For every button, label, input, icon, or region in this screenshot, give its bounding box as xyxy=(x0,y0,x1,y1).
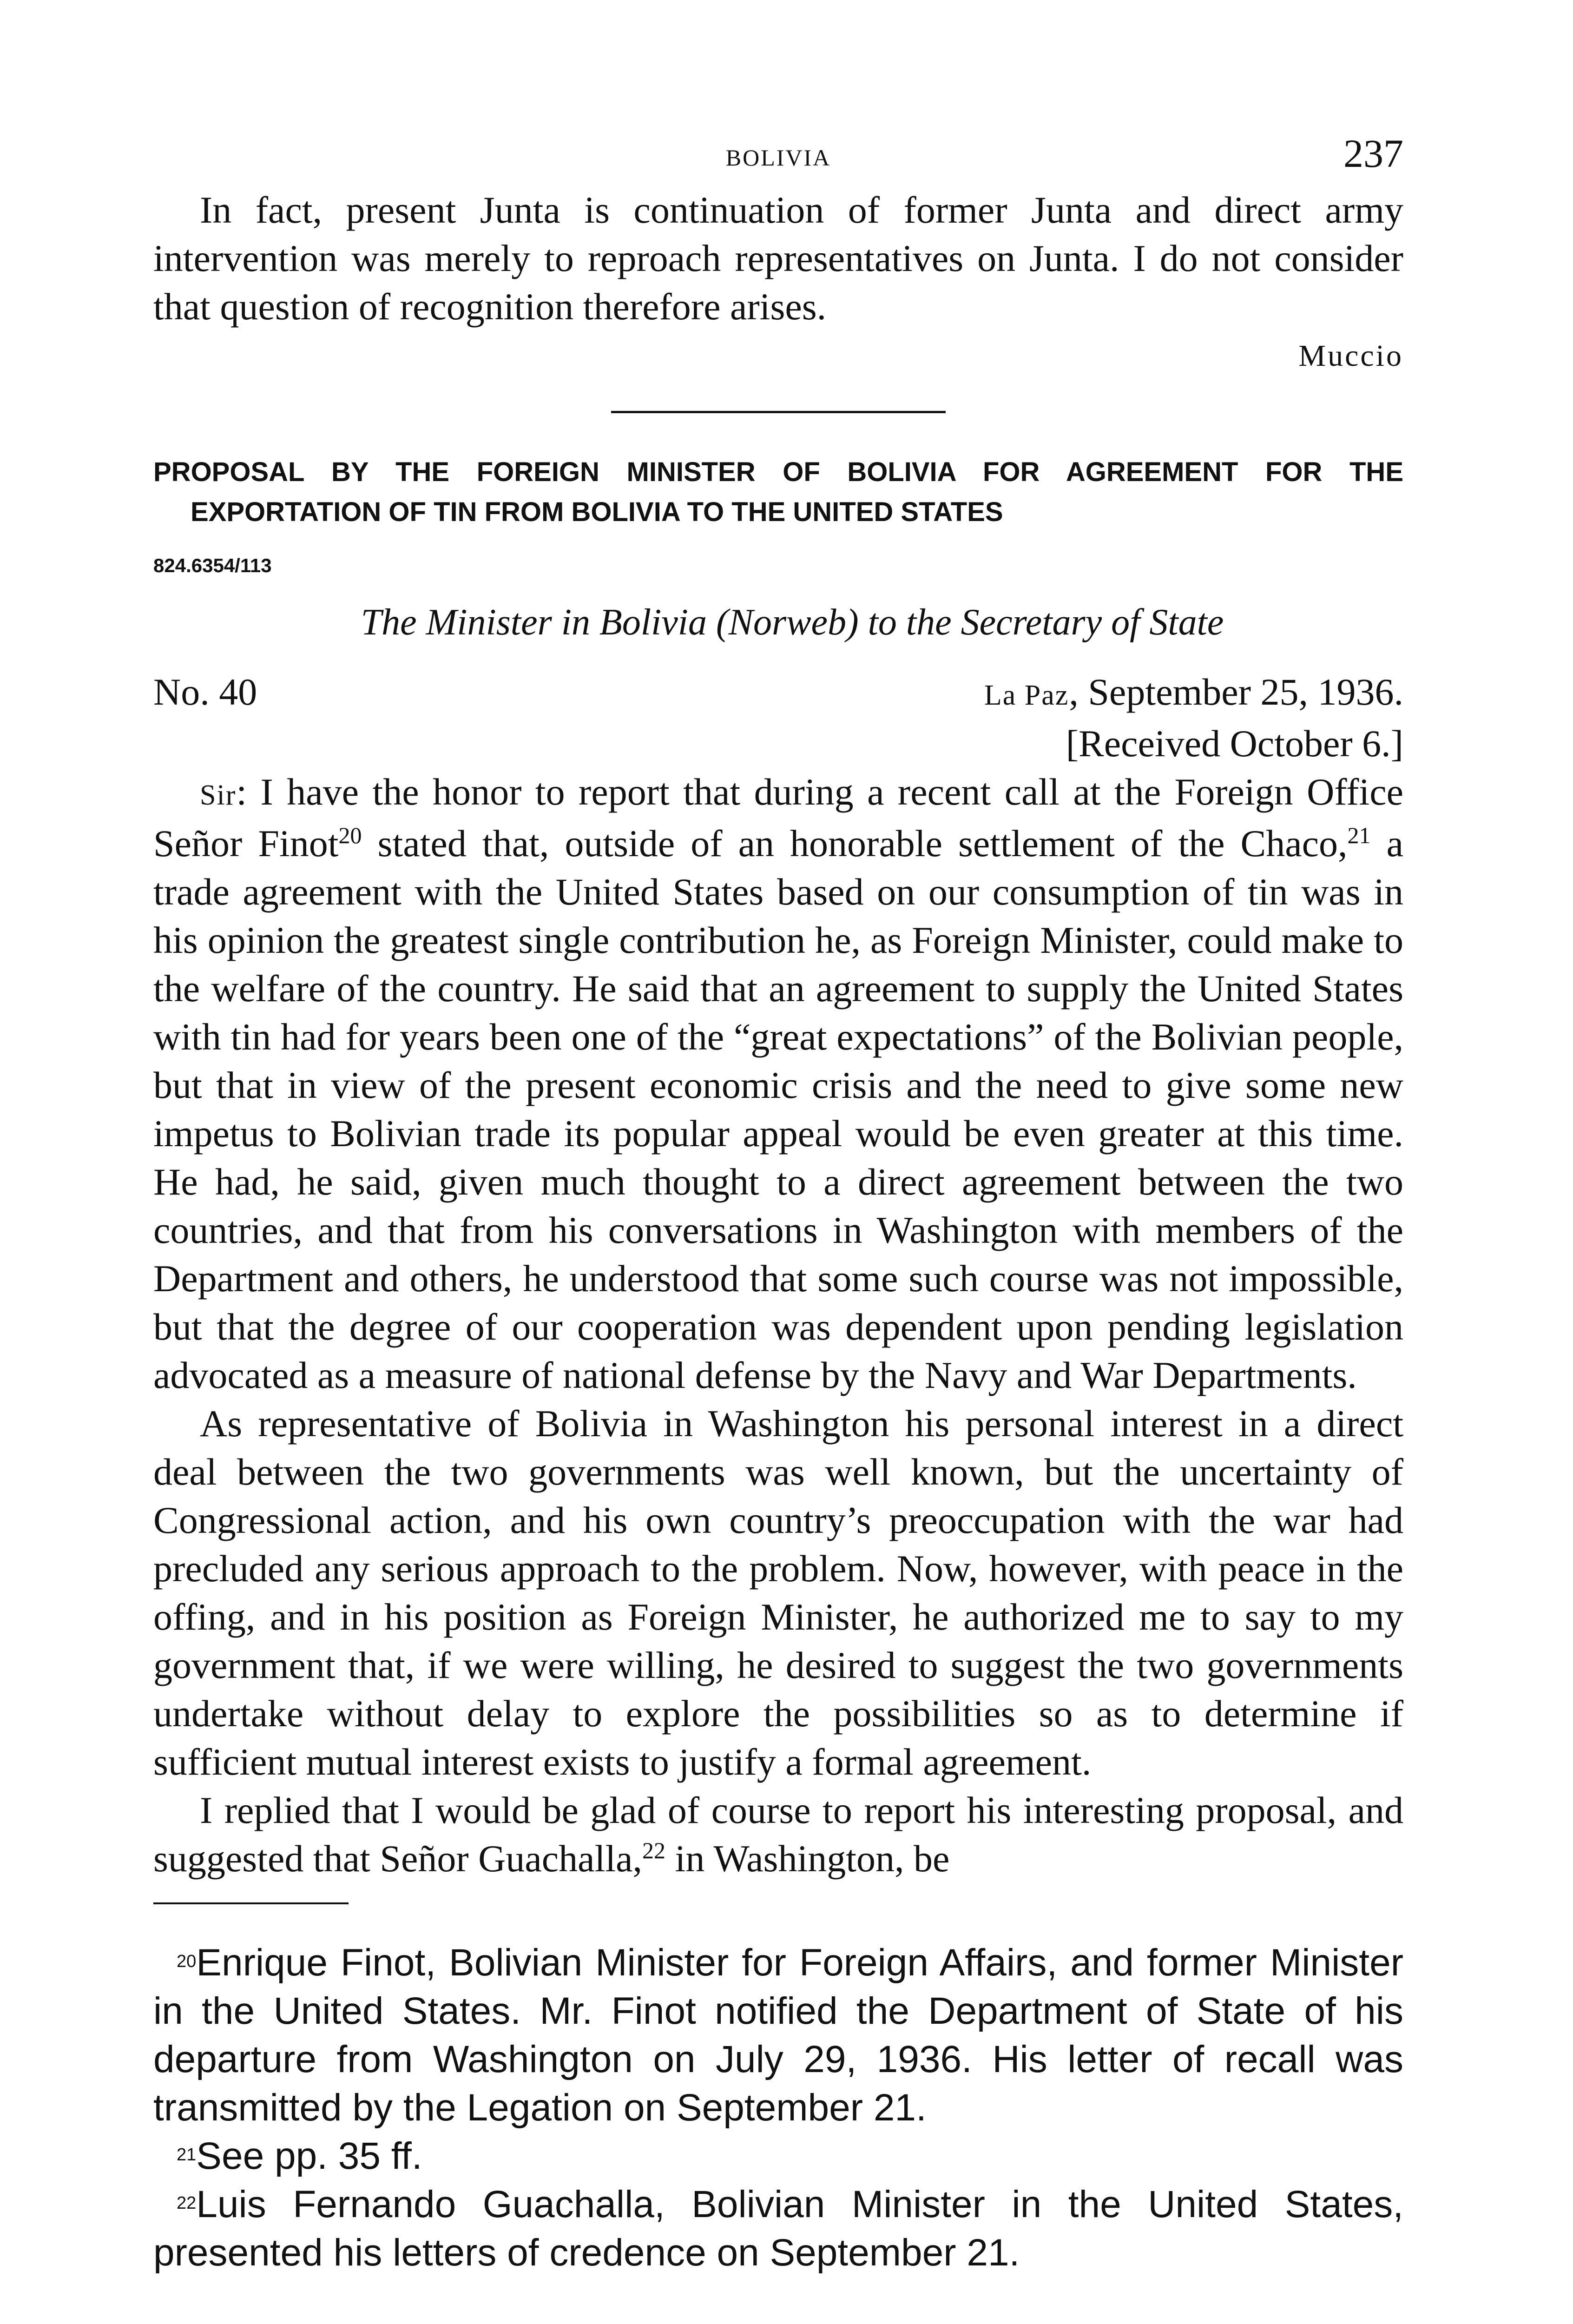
dispatch-place: La Paz xyxy=(984,680,1069,711)
dispatch-number: No. 40 xyxy=(153,671,257,713)
signature: Muccio xyxy=(1298,339,1403,373)
opening-paragraph: In fact, present Junta is continuation of former Junta and direct army intervention was merely to reproach representatives on Junta. I do not consider that question of recognition therefore arises. xyxy=(153,189,1403,328)
footnote-mark: 21 xyxy=(177,2145,197,2165)
received-date: [Received October 6.] xyxy=(1066,722,1403,765)
footnote-mark: 22 xyxy=(177,2193,197,2213)
file-number: 824.6354/113 xyxy=(153,555,272,576)
footnotes xyxy=(153,1939,1403,2277)
document-page xyxy=(153,125,1403,2277)
footnote-21 xyxy=(153,2132,1403,2180)
paragraph-1-text-c: a trade agreement with the United States based on our consumption of tin was in his opinion the greatest single contribution he, as Foreign Minister, could make to the welfare of the country. He said that an agreement to supply the United States with tin had for years been one of the “great expectations” of the Bolivian people, but that in view of the present economic crisis and the need to give some new impetus to Bolivian trade its popular appeal would be even greater at this time. He had, he said, given much thought to a direct agreement between the two countries, and that from his conversations in Washington with members of the Department and others, he understood that some such course was not impossible, but that the degree of our cooperation was dependent upon pending legislation advocated as a measure of national defense by the Navy and War Departments. xyxy=(153,822,1403,1396)
footnote-ref-22: 22 xyxy=(642,1837,666,1863)
footnote-ref-21: 21 xyxy=(1347,822,1371,848)
page-number: 237 xyxy=(1343,131,1403,176)
body-paragraph-2: As representative of Bolivia in Washington his personal interest in a direct deal between the two governments was well known, but the uncertainty of Congressional action, and his own country’s preoccupation with the war had precluded any serious approach to the problem. Now, however, with peace in the offing, and in his position as Foreign Minister, he authorized me to say to my government that, if we were willing, he desired to suggest the two governments undertake without delay to explore the possibilities so as to determine if sufficient mutual interest exists to justify a formal agreement. xyxy=(153,1402,1403,1783)
footnote-text: Luis Fernando Guachalla, Bolivian Minister in the United States, presented his letters of credence on September 21. xyxy=(153,2183,1403,2274)
section-divider xyxy=(611,411,946,413)
body-paragraph-3 xyxy=(153,1786,1403,1883)
paragraph-1-text-a: : I have the honor to report that during a recent call at the Foreign Office Señor Finot xyxy=(153,771,1403,865)
footnote-mark: 20 xyxy=(177,1952,197,1971)
salutation: Sir xyxy=(200,779,237,811)
body-paragraph-1 xyxy=(153,768,1403,1400)
paragraph-3-text-b: in Washington, be xyxy=(665,1837,950,1880)
paragraph-3-text-a: I replied that I would be glad of course to report his interesting proposal, and suggested that Señor Guachalla, xyxy=(153,1789,1403,1880)
dispatch-date: , September 25, 1936. xyxy=(1069,671,1403,713)
footnote-22 xyxy=(153,2180,1403,2277)
footnote-text: See pp. 35 ff. xyxy=(196,2135,422,2177)
dispatch-line xyxy=(153,668,1403,720)
document-title: The Minister in Bolivia (Norweb) to the Secretary of State xyxy=(361,602,1224,643)
running-head xyxy=(153,125,1403,186)
dispatch-place-date xyxy=(984,668,1403,720)
footnote-ref-20: 20 xyxy=(338,822,362,848)
footnote-20 xyxy=(153,1939,1403,2132)
paragraph-1-text-b: stated that, outside of an honorable settlement of the Chaco, xyxy=(362,822,1348,865)
section-heading: PROPOSAL BY THE FOREIGN MINISTER OF BOLIVIA FOR AGREEMENT FOR THE EXPORTATION OF TIN FROM BOLIVIA TO THE UNITED STATES xyxy=(153,457,1403,527)
footnote-text: Enrique Finot, Bolivian Minister for Foreign Affairs, and former Minister in the United States. Mr. Finot notified the Department of State of his departure from Washington on July 29, 1936. His letter of recall was transmitted by the Legation on September 21. xyxy=(153,1941,1403,2129)
footnote-divider xyxy=(153,1902,349,1904)
running-title: BOLIVIA xyxy=(725,145,831,171)
